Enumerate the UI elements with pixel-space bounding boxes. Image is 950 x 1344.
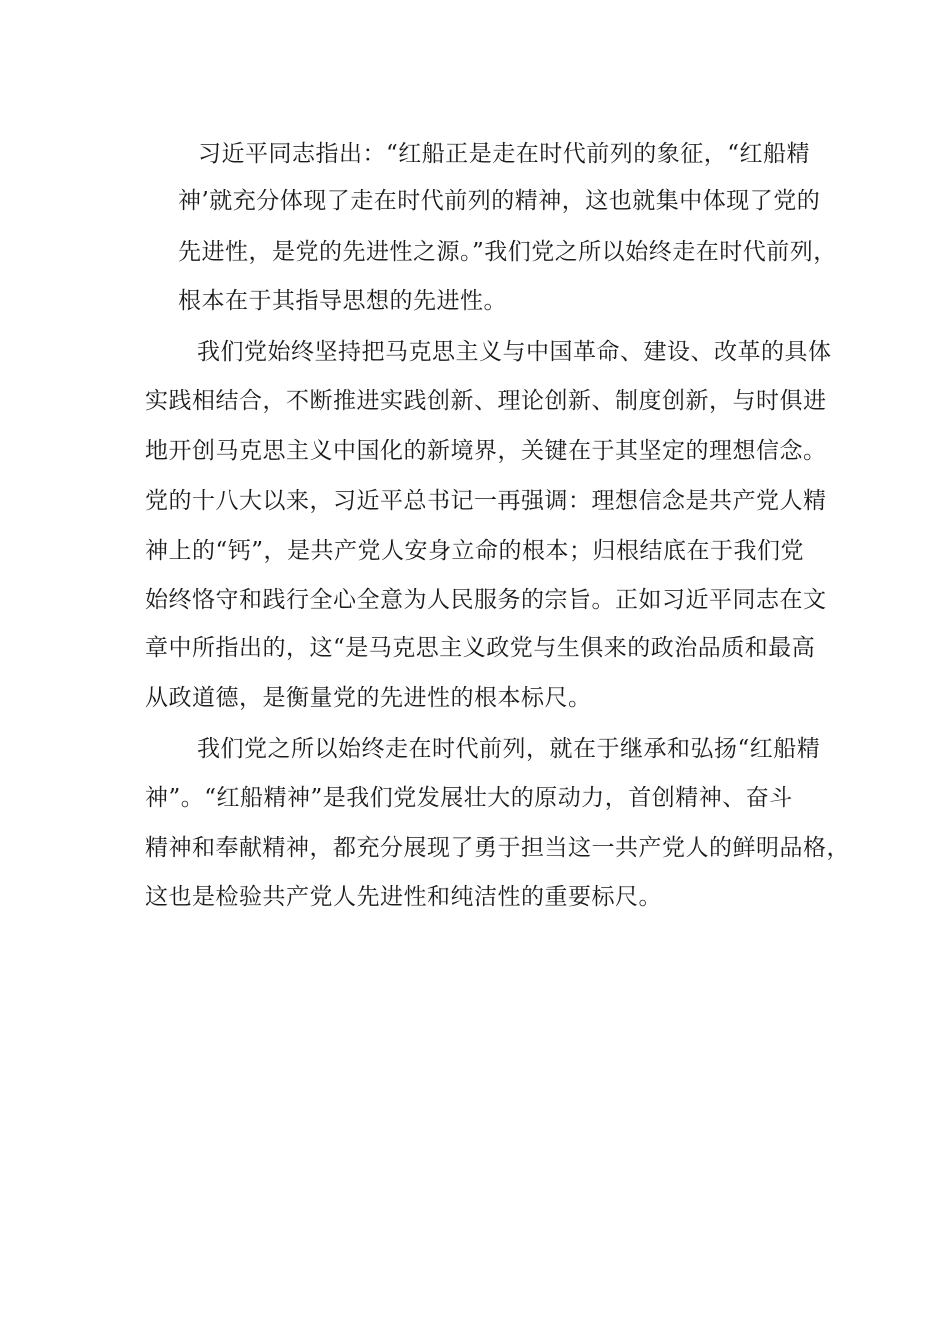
paragraph-line: 我们党之所以始终走在时代前列，就在于继承和弘扬“红船精 (197, 736, 821, 762)
paragraph-line: 习近平同志指出：“红船正是走在时代前列的象征，“红船精 (198, 141, 811, 167)
paragraph-line: 神’就充分体现了走在时代前列的精神，这也就集中体现了党的 (178, 188, 821, 214)
paragraph-line: 先进性，是党的先进性之源。”我们党之所以始终走在时代前列， (178, 239, 837, 265)
paragraph-line: 党的十八大以来，习近平总书记一再强调：理想信念是共产党人精 (145, 488, 827, 514)
paragraph-line: 实践相结合，不断推进实践创新、理论创新、制度创新，与时俱进 (145, 388, 827, 414)
paragraph-line: 这也是检验共产党人先进性和纯洁性的重要标尺。 (145, 884, 662, 910)
paragraph-line: 地开创马克思主义中国化的新境界，关键在于其坚定的理想信念。 (145, 438, 827, 464)
paragraph-line: 我们党始终坚持把马克思主义与中国革命、建设、改革的具体 (197, 339, 832, 365)
paragraph-line: 章中所指出的，这“是马克思主义政党与生俱来的政治品质和最高 (145, 635, 816, 661)
paragraph-line: 从政道德，是衡量党的先进性的根本标尺。 (145, 685, 592, 711)
paragraph-line: 根本在于其指导思想的先进性。 (178, 288, 507, 314)
paragraph-line: 始终恪守和践行全心全意为人民服务的宗旨。正如习近平同志在文 (145, 587, 827, 613)
paragraph-line: 神上的“钙”，是共产党人安身立命的根本；归根结底在于我们党 (145, 538, 805, 564)
paragraph-line: 精神和奉献精神，都充分展现了勇于担当这一共产党人的鲜明品格， (145, 835, 850, 861)
paragraph-line: 神”。“红船精神”是我们党发展壮大的原动力，首创精神、奋斗 (145, 785, 793, 811)
